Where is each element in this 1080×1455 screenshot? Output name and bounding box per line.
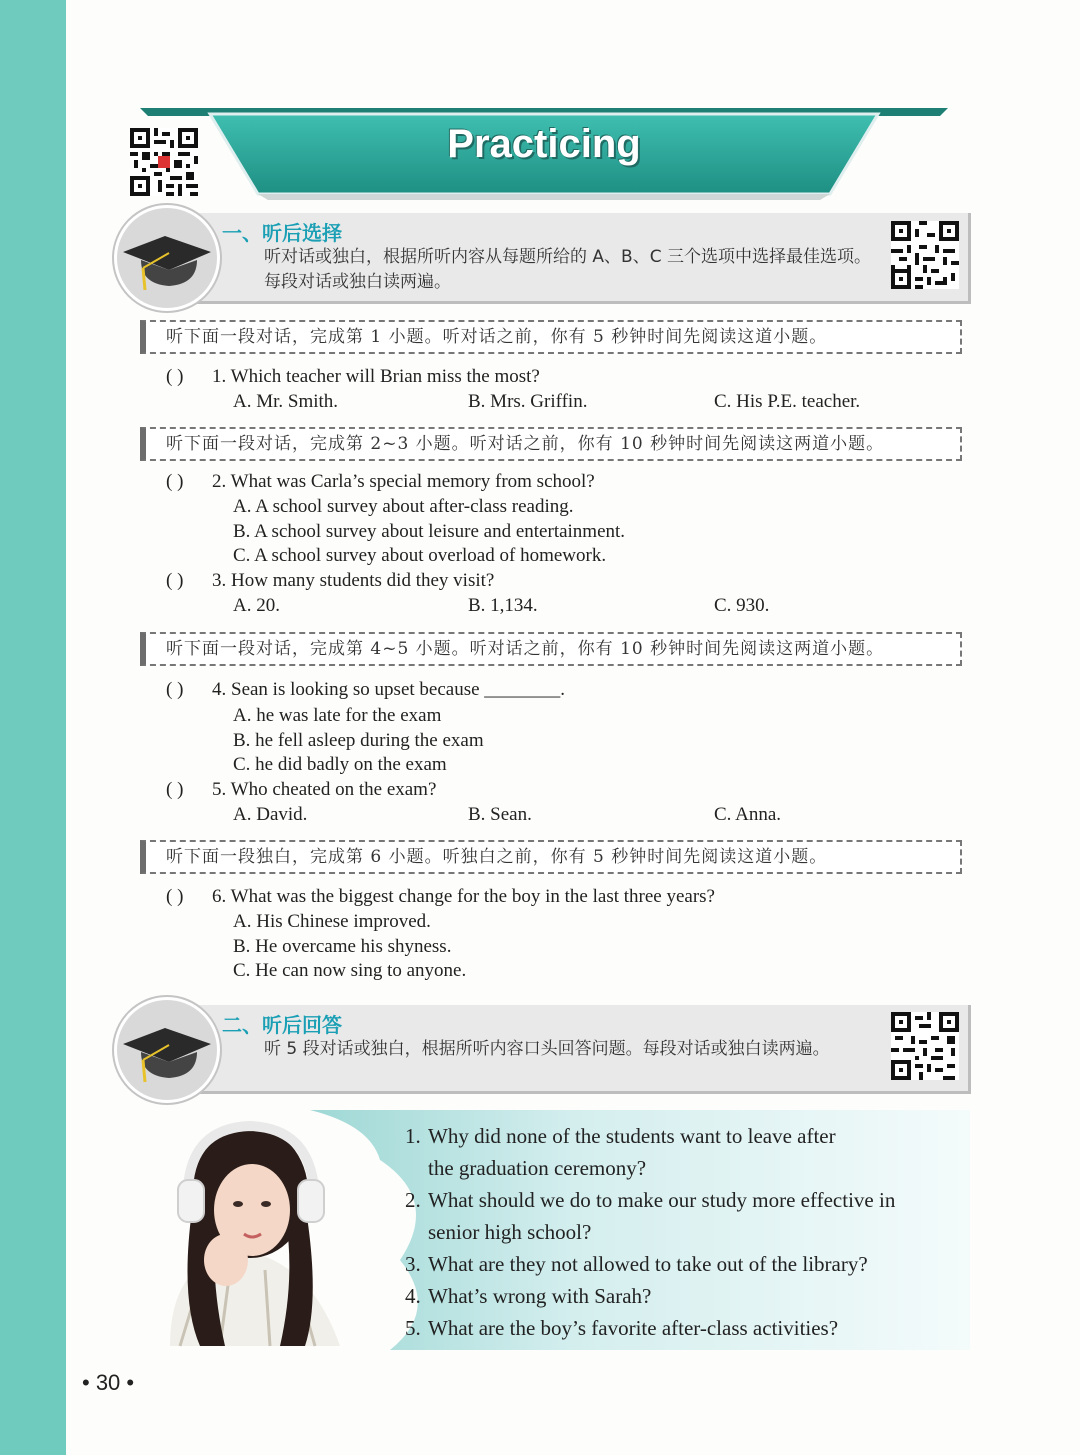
option-b: B. he fell asleep during the exam <box>233 730 484 751</box>
qr-code-icon <box>891 1012 959 1080</box>
section-description: 听对话或独白，根据所听内容从每题所给的 A、B、C 三个选项中选择最佳选项。每段对话或独白读两遍。 <box>264 247 871 292</box>
page-number: • 30 • <box>82 1370 135 1395</box>
section-header-answer <box>140 1005 971 1094</box>
page-title: Practicing <box>447 122 641 166</box>
list-item: 3. What are they not allowed to take out of the library? <box>405 1252 868 1276</box>
option-c: C. he did badly on the exam <box>233 754 447 775</box>
option-a: A. His Chinese improved. <box>233 911 431 932</box>
list-item: 4. What’s wrong with Sarah? <box>405 1284 652 1308</box>
option-c: C. He can now sing to anyone. <box>233 960 467 981</box>
question-4: ( ) 4. Sean is looking so upset because ________. <box>166 679 566 700</box>
qr-code-icon <box>130 128 198 196</box>
section-header-choice <box>140 213 971 304</box>
answer-blank[interactable]: ( ) <box>166 779 184 800</box>
question-5: ( ) 5. Who cheated on the exam? <box>166 779 437 800</box>
left-color-strip <box>0 0 66 1455</box>
list-item: 2. What should we do to make our study more effective in senior high school? <box>405 1188 896 1244</box>
option-c: C. His P.E. teacher. <box>714 391 861 412</box>
option-a: A. he was late for the exam <box>233 705 442 726</box>
graduation-cap-icon <box>114 997 220 1103</box>
qr-code-icon <box>891 221 959 289</box>
answer-blank[interactable]: ( ) <box>166 570 184 591</box>
section-title: 一、听后选择 <box>222 221 342 245</box>
answer-blank[interactable]: ( ) <box>166 679 184 700</box>
instruction-bar: 听下面一段对话，完成第 1 小题。听对话之前，你有 5 秒钟时间先阅读这道小题。 <box>140 320 962 354</box>
graduation-cap-icon <box>114 205 220 311</box>
section-title: 二、听后回答 <box>222 1013 342 1037</box>
question-3: ( ) 3. How many students did they visit? <box>166 570 495 591</box>
option-b: B. 1,134. <box>468 595 538 616</box>
option-c: C. A school survey about overload of homework. <box>233 545 607 566</box>
instruction-bar: 听下面一段对话，完成第 4~5 小题。听对话之前，你有 10 秒钟时间先阅读这两道小题。 <box>140 632 962 666</box>
option-b: B. Sean. <box>468 804 532 825</box>
header-banner <box>140 108 948 200</box>
question-1: ( ) 1. Which teacher will Brian miss the most? <box>166 366 540 387</box>
question-6: ( ) 6. What was the biggest change for the boy in the last three years? <box>166 886 715 907</box>
instruction-bar: 听下面一段对话，完成第 2~3 小题。听对话之前，你有 10 秒钟时间先阅读这两道小题。 <box>140 427 962 461</box>
question-2: ( ) 2. What was Carla’s special memory from school? <box>166 471 595 492</box>
list-item: 1. Why did none of the students want to leave after the graduation ceremony? <box>405 1124 836 1180</box>
answer-blank[interactable]: ( ) <box>166 886 184 907</box>
option-c: C. Anna. <box>714 804 782 825</box>
section-description: 听 5 段对话或独白，根据所听内容口头回答问题。每段对话或独白读两遍。 <box>264 1039 830 1059</box>
option-b: B. Mrs. Griffin. <box>468 391 588 412</box>
option-a: A. 20. <box>233 595 280 616</box>
instruction-bar: 听下面一段独白，完成第 6 小题。听独白之前，你有 5 秒钟时间先阅读这道小题。 <box>140 840 962 874</box>
girl-with-headphones-icon <box>170 1126 340 1346</box>
option-a: A. Mr. Smith. <box>233 391 339 412</box>
answer-blank[interactable]: ( ) <box>166 471 184 492</box>
option-b: B. He overcame his shyness. <box>233 936 452 957</box>
answer-blank[interactable]: ( ) <box>166 366 184 387</box>
oral-question-list <box>405 1120 975 1344</box>
option-b: B. A school survey about leisure and entertainment. <box>233 521 626 542</box>
option-a: A. David. <box>233 804 308 825</box>
list-item: 5. What are the boy’s favorite after-class activities? <box>405 1316 839 1340</box>
option-a: A. A school survey about after-class reading. <box>233 496 574 517</box>
option-c: C. 930. <box>714 595 770 616</box>
